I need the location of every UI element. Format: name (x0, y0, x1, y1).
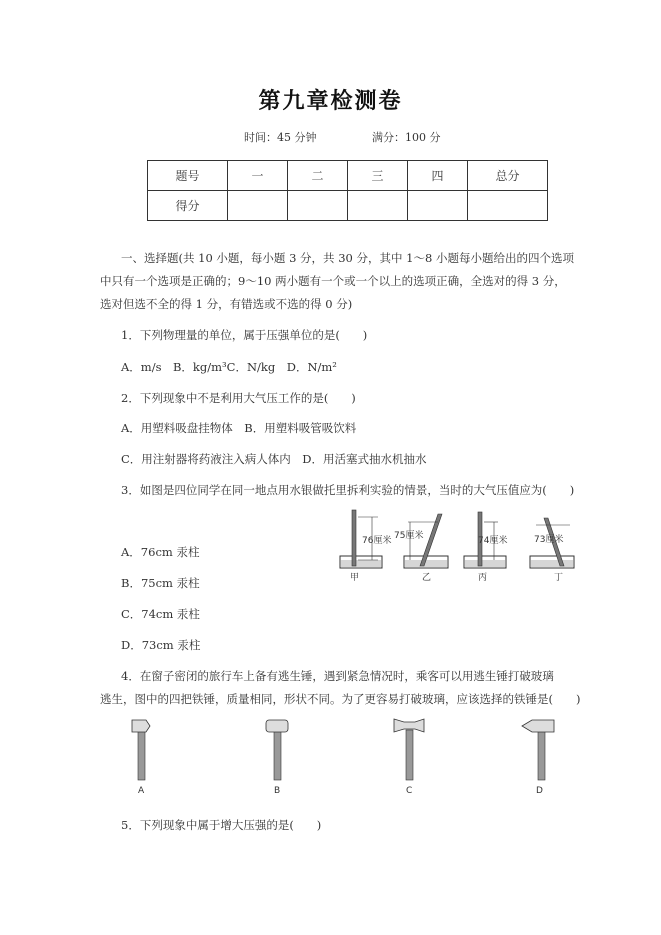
score-cell[interactable] (288, 191, 348, 221)
setup-ding (530, 518, 574, 583)
score-table-header-cell: 四 (408, 161, 468, 191)
question-3-option: C．74cm 汞柱 (121, 607, 200, 621)
height-label: 76厘米 (362, 536, 392, 546)
question-2-options-ab: A．用塑料吸盘挂物体 B．用塑料吸管吸饮料 (121, 421, 357, 435)
section-instructions-line: 选对但选不全的得 1 分，有错选或不选的得 0 分) (100, 297, 353, 311)
exam-time: 时间：45 分钟 (244, 131, 317, 144)
setup-name: 丙 (478, 573, 488, 583)
hammer-label: D (536, 786, 543, 796)
question-2-stem: 2．下列现象中不是利用大气压工作的是( ) (121, 391, 356, 405)
hammer-label: A (138, 786, 145, 796)
setup-name: 甲 (350, 573, 360, 583)
score-cell[interactable] (468, 191, 548, 221)
hammers-figure (118, 716, 568, 798)
score-cell[interactable] (348, 191, 408, 221)
section-instructions-line: 中只有一个选项是正确的；9～10 两小题有一个或一个以上的选项正确，全选对的得 3 分， (100, 274, 566, 288)
score-table-score-row (148, 191, 548, 221)
question-1-options: A．m/s B．kg/m³C．N/kg D．N/m² (121, 360, 337, 374)
setup-name: 丁 (554, 573, 564, 583)
torricelli-figure (338, 508, 578, 583)
question-5-stem: 5．下列现象中属于增大压强的是( ) (121, 818, 322, 832)
exam-full-score: 满分：100 分 (372, 131, 441, 144)
hammer-label: B (274, 786, 281, 796)
hammer-c (394, 719, 424, 796)
score-cell[interactable] (408, 191, 468, 221)
height-label: 73厘米 (534, 535, 564, 545)
setup-yi (394, 514, 448, 583)
height-label: 74厘米 (478, 536, 508, 546)
score-table-header-cell: 题号 (148, 161, 228, 191)
question-3-option: B．75cm 汞柱 (121, 576, 200, 590)
page-title: 第九章检测卷 (258, 88, 403, 114)
setup-bing (464, 512, 507, 583)
hammer-d (522, 720, 554, 796)
setup-name: 乙 (422, 573, 432, 583)
score-table-header-cell: 三 (348, 161, 408, 191)
score-table (147, 160, 548, 221)
height-label: 75厘米 (394, 531, 424, 541)
score-table-header-cell: 总分 (468, 161, 548, 191)
hammer-label: C (406, 786, 413, 796)
score-table-header-cell: 一 (228, 161, 288, 191)
question-4-stem-line: 逃生，图中的四把铁锤，质量相同，形状不同。为了更容易打破玻璃，应该选择的铁锤是( ) (100, 692, 581, 706)
hammer-b (266, 720, 288, 796)
hammer-a (132, 720, 150, 796)
section-instructions-line: 一、选择题(共 10 小题，每小题 3 分，共 30 分，其中 1～8 小题每小题给出的四个选项 (121, 251, 574, 265)
score-table-header-row (148, 161, 548, 191)
setup-jia (340, 510, 391, 583)
question-2-options-cd: C．用注射器将药液注入病人体内 D．用活塞式抽水机抽水 (121, 452, 427, 466)
question-1-stem: 1．下列物理量的单位，属于压强单位的是( ) (121, 328, 368, 342)
question-3-option: A．76cm 汞柱 (121, 545, 200, 559)
question-3-stem: 3．如图是四位同学在同一地点用水银做托里拆利实验的情景，当时的大气压值应为( ) (121, 483, 575, 497)
question-4-stem-line: 4．在窗子密闭的旅行车上备有逃生锤，遇到紧急情况时，乘客可以用逃生锤打破玻璃 (121, 669, 554, 683)
question-3-option: D．73cm 汞柱 (121, 638, 201, 652)
score-table-row-label: 得分 (148, 191, 228, 221)
score-table-header-cell: 二 (288, 161, 348, 191)
score-cell[interactable] (228, 191, 288, 221)
